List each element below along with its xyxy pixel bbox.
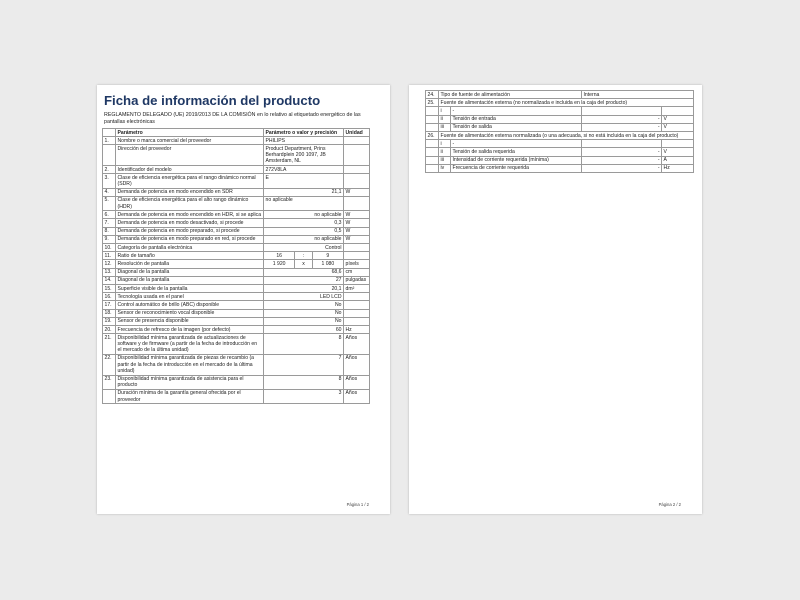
row-number: 10.: [103, 244, 116, 252]
subrow-parameter: -: [451, 107, 582, 115]
row-number: 22.: [103, 354, 116, 375]
table-row: [103, 326, 370, 334]
row-parameter: Frecuencia de refresco de la imagen (por defecto): [116, 326, 264, 334]
table-row: [103, 211, 370, 219]
row-number: 11.: [103, 252, 116, 260]
resolution-part: 9: [312, 252, 343, 259]
subrow-value: -: [582, 115, 662, 123]
row-value: 27: [264, 276, 344, 284]
page-number: Página 1 / 2: [346, 502, 369, 507]
page-title: Ficha de información del producto: [104, 93, 321, 108]
table-row: [103, 260, 370, 268]
row-parameter: Categoría de pantalla electrónica: [116, 244, 264, 252]
row-parameter: Duración mínima de la garantía general ofrecida por el proveedor: [116, 389, 264, 403]
subrow-unit: [662, 107, 694, 115]
row-parameter: Superficie visible de la pantalla: [116, 285, 264, 293]
row-unit: [344, 174, 370, 188]
subrow-number: ii: [439, 148, 451, 156]
row-value: 21,1: [264, 188, 344, 196]
subrow-parameter: Frecuencia de corriente requerida: [451, 164, 582, 172]
row-number: 13.: [103, 268, 116, 276]
row-unit: cm: [344, 268, 370, 276]
table-row: [103, 309, 370, 317]
table-subrow: [426, 123, 694, 131]
subrow-value: -: [582, 148, 662, 156]
row-value: 68,6: [264, 268, 344, 276]
table-row: [103, 334, 370, 355]
row-parameter: Tipo de fuente de alimentación: [439, 91, 582, 99]
subrow-number: ii: [439, 115, 451, 123]
product-info-table: [102, 128, 370, 404]
table-row: [426, 91, 694, 99]
table-row: [103, 375, 370, 389]
row-unit: W: [344, 211, 370, 219]
table-row: [103, 145, 370, 166]
row-parameter: Identificador del modelo: [116, 166, 264, 174]
row-number: 6.: [103, 211, 116, 219]
regulation-subtitle: REGLAMENTO DELEGADO (UE) 2019/2013 DE LA COMISIÓN en lo relativo al etiquetado energético de las pantallas electrónicas: [104, 112, 361, 125]
resolution-part: :: [295, 252, 312, 259]
subrow-unit: Hz: [662, 164, 694, 172]
subrow-number: i: [439, 107, 451, 115]
page-number: Página 2 / 2: [658, 502, 681, 507]
row-unit: [344, 137, 370, 145]
row-value: 60: [264, 326, 344, 334]
row-number: 8.: [103, 227, 116, 235]
row-number: 14.: [103, 276, 116, 284]
table-row: [103, 235, 370, 243]
table-row: [426, 132, 694, 140]
resolution-part: 1 080: [312, 260, 343, 267]
table-subrow: [426, 107, 694, 115]
row-number: 16.: [103, 293, 116, 301]
power-supply-table: [425, 90, 694, 173]
row-parameter: Nombre o marca comercial del proveedor: [116, 137, 264, 145]
row-number: [103, 389, 116, 403]
row-unit: [344, 244, 370, 252]
row-parameter: Demanda de potencia en modo preparado en red, si procede: [116, 235, 264, 243]
row-unit: Años: [344, 375, 370, 389]
row-value: Interna: [582, 91, 694, 99]
subrow-number: iii: [439, 156, 451, 164]
subrow-unit: V: [662, 123, 694, 131]
subrow-parameter: Tensión de salida: [451, 123, 582, 131]
row-number: 5.: [103, 196, 116, 210]
row-unit: W: [344, 227, 370, 235]
row-value: No: [264, 301, 344, 309]
row-parameter: Disponibilidad mínima garantizada de piezas de recambio (a partir de la fecha de introducción en el mercado de la última unidad): [116, 354, 264, 375]
row-parameter: Ratio de tamaño: [116, 252, 264, 260]
table-row: [103, 317, 370, 325]
subrow-number: iii: [439, 123, 451, 131]
row-number: 24.: [426, 91, 439, 99]
table-row: [103, 354, 370, 375]
row-value: no aplicable: [264, 196, 344, 210]
row-parameter: Dirección del proveedor: [116, 145, 264, 166]
row-number: 15.: [103, 285, 116, 293]
subrow-unit: A: [662, 156, 694, 164]
row-unit: W: [344, 188, 370, 196]
table-row: [103, 301, 370, 309]
subrow-value: -: [582, 123, 662, 131]
subrow-unit: [662, 140, 694, 148]
document-page-2: [409, 85, 702, 514]
row-unit: Años: [344, 334, 370, 355]
subrow-parameter: Intensidad de corriente requerida (mínima): [451, 156, 582, 164]
row-parameter: Demanda de potencia en modo encendido en HDR, si se aplica: [116, 211, 264, 219]
row-unit: [344, 166, 370, 174]
table-subrow: [426, 164, 694, 172]
row-number: 25.: [426, 99, 439, 107]
row-unit: [344, 301, 370, 309]
row-parameter: Diagonal de la pantalla: [116, 268, 264, 276]
row-number: [103, 145, 116, 166]
subrow-parameter: Tensión de entrada: [451, 115, 582, 123]
row-number: 3.: [103, 174, 116, 188]
table-subrow: [426, 156, 694, 164]
table-row: [103, 244, 370, 252]
row-parameter: Tecnología usada en el panel: [116, 293, 264, 301]
subrow-parameter: Tensión de salida requerida: [451, 148, 582, 156]
row-value: No: [264, 317, 344, 325]
table-row: [103, 268, 370, 276]
resolution-part: 1 920: [272, 260, 286, 267]
row-value: 20,1: [264, 285, 344, 293]
row-value: 0,5: [264, 227, 344, 235]
row-parameter: Demanda de potencia en modo desactivado, si procede: [116, 219, 264, 227]
row-unit: [344, 293, 370, 301]
table-row: [103, 188, 370, 196]
row-parameter: Fuente de alimentación externa (no normalizada e incluida en la caja del producto): [439, 99, 694, 107]
row-parameter: Resolución de pantalla: [116, 260, 264, 268]
row-unit: Años: [344, 389, 370, 403]
table-subrow: [426, 115, 694, 123]
table-row: [103, 196, 370, 210]
row-unit: pulgadas: [344, 276, 370, 284]
subrow-number: i: [439, 140, 451, 148]
header-unit: Unidad: [344, 129, 370, 137]
header-parameter: Parámetro: [116, 129, 264, 137]
row-number: 9.: [103, 235, 116, 243]
table-row: [103, 227, 370, 235]
table-row: [426, 99, 694, 107]
subrow-unit: V: [662, 148, 694, 156]
subrow-value: -: [582, 164, 662, 172]
row-parameter: Demanda de potencia en modo preparado, si procede: [116, 227, 264, 235]
row-unit: W: [344, 219, 370, 227]
subrow-value: [582, 107, 662, 115]
row-unit: Años: [344, 354, 370, 375]
table-row: [103, 276, 370, 284]
header-value: Parámetro o valor y precisión: [264, 129, 344, 137]
row-number: 23.: [103, 375, 116, 389]
row-unit: W: [344, 235, 370, 243]
subrow-value: [582, 140, 662, 148]
row-parameter: Control automático de brillo (ABC) disponible: [116, 301, 264, 309]
table-row: [103, 285, 370, 293]
row-value: 3: [264, 389, 344, 403]
row-value: no aplicable: [264, 211, 344, 219]
row-parameter: Sensor de presencia disponible: [116, 317, 264, 325]
row-unit: [344, 309, 370, 317]
row-unit: [344, 317, 370, 325]
row-parameter: Demanda de potencia en modo encendido en SDR: [116, 188, 264, 196]
row-unit: Hz: [344, 326, 370, 334]
row-unit: [344, 145, 370, 166]
table-subrow: [426, 140, 694, 148]
row-value: LED LCD: [264, 293, 344, 301]
row-parameter: Clase de eficiencia energética para el alto rango dinámico (HDR): [116, 196, 264, 210]
row-parameter: Disponibilidad mínima garantizada de actualizaciones de software y de firmware (a partir de la fecha de introducción en el mercado de la última unidad): [116, 334, 264, 355]
table-row: [103, 166, 370, 174]
subrow-unit: V: [662, 115, 694, 123]
row-value: PHILIPS: [264, 137, 344, 145]
resolution-part: x: [295, 260, 312, 267]
row-unit: dm²: [344, 285, 370, 293]
subrow-number: iv: [439, 164, 451, 172]
table-subrow: [426, 148, 694, 156]
table-row: [103, 252, 370, 260]
row-parameter: Sensor de reconocimiento vocal disponible: [116, 309, 264, 317]
row-number: 7.: [103, 219, 116, 227]
row-unit: [344, 252, 370, 260]
row-value: 8: [264, 375, 344, 389]
row-value: Control: [264, 244, 344, 252]
resolution-part: 16: [276, 252, 282, 259]
row-value: [264, 260, 344, 268]
row-value: Product Department, Prins Berhardplein 200 1097, JB Amsterdam, NL: [264, 145, 344, 166]
row-number: 19.: [103, 317, 116, 325]
row-value: 8: [264, 334, 344, 355]
subrow-value: -: [582, 156, 662, 164]
row-unit: [344, 196, 370, 210]
table-header-row: [103, 129, 370, 137]
row-value: 7: [264, 354, 344, 375]
table-row: [103, 389, 370, 403]
row-value: 0,3: [264, 219, 344, 227]
row-value: E: [264, 174, 344, 188]
row-value: no aplicable: [264, 235, 344, 243]
row-number: 21.: [103, 334, 116, 355]
row-value: [264, 252, 344, 260]
row-parameter: Diagonal de la pantalla: [116, 276, 264, 284]
row-value: 272V8LA: [264, 166, 344, 174]
table-row: [103, 293, 370, 301]
table-row: [103, 137, 370, 145]
table-row: [103, 174, 370, 188]
row-number: 2.: [103, 166, 116, 174]
row-unit: píxels: [344, 260, 370, 268]
row-parameter: Disponibilidad mínima garantizada de asistencia para el producto: [116, 375, 264, 389]
row-number: 18.: [103, 309, 116, 317]
row-value: No: [264, 309, 344, 317]
table-row: [103, 219, 370, 227]
row-parameter: Fuente de alimentación externa normalizada (o una adecuada, si no está incluida en la caja del producto): [439, 132, 694, 140]
row-number: 1.: [103, 137, 116, 145]
row-number: 26.: [426, 132, 439, 140]
row-number: 20.: [103, 326, 116, 334]
row-number: 17.: [103, 301, 116, 309]
document-page-1: [97, 85, 390, 514]
row-parameter: Clase de eficiencia energética para el rango dinámico normal (SDR): [116, 174, 264, 188]
subrow-parameter: -: [451, 140, 582, 148]
row-number: 12.: [103, 260, 116, 268]
row-number: 4.: [103, 188, 116, 196]
